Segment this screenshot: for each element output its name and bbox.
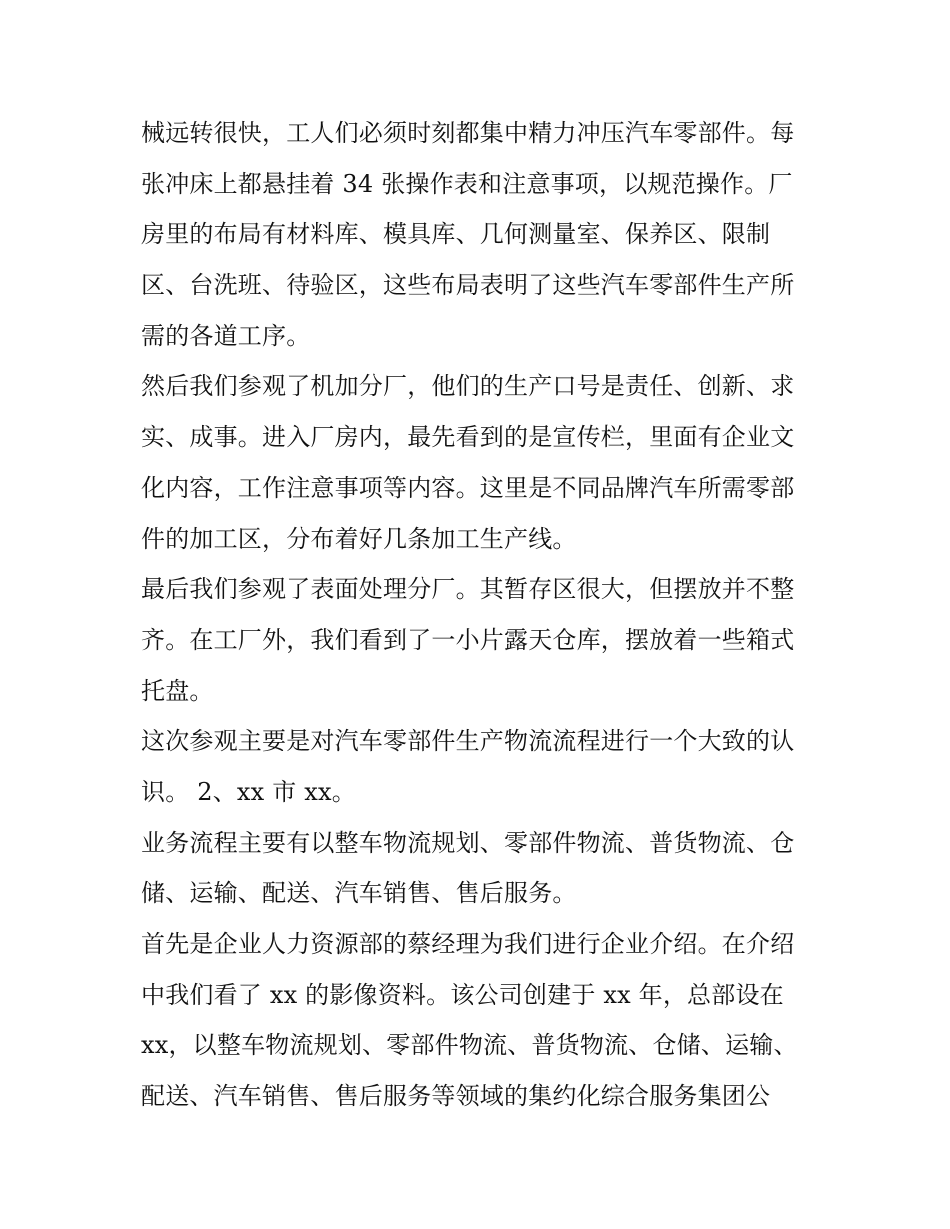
- text-line: 件的加工区，分布着好几条加工生产线。: [141, 524, 577, 553]
- text-line: 首先是企业人力资源部的蔡经理为我们进行企业介绍。在介绍: [141, 930, 795, 958]
- text-line: 实、成事。进入厂房内，最先看到的是宣传栏，里面有企业文: [141, 423, 795, 452]
- document-text-body: [141, 108, 821, 1122]
- text-line: 最后我们参观了表面处理分厂。其暂存区很大，但摆放并不整: [141, 575, 795, 604]
- text-line: 区、台洗班、待验区，这些布局表明了这些汽车零部件生产所: [141, 271, 795, 300]
- text-line: 这次参观主要是对汽车零部件生产物流流程进行一个大致的认: [141, 727, 795, 756]
- text-line: 然后我们参观了机加分厂，他们的生产口号是责任、创新、求: [141, 372, 795, 401]
- text-line: 张冲床上都悬挂着 34 张操作表和注意事项，以规范操作。厂: [141, 169, 793, 198]
- text-line: 需的各道工序。: [141, 321, 311, 350]
- text-line: 化内容，工作注意事项等内容。这里是不同品牌汽车所需零部: [141, 473, 795, 502]
- text-line: 房里的布局有材料库、模具库、几何测量室、保养区、限制: [141, 220, 771, 249]
- text-line: 齐。在工厂外，我们看到了一小片露天仓库，摆放着一些箱式: [141, 625, 795, 654]
- text-line: xx，以整车物流规划、零部件物流、普货物流、仓储、运输、: [141, 1031, 798, 1060]
- text-line: 械远转很快，工人们必须时刻都集中精力冲压汽车零部件。每: [141, 119, 795, 147]
- text-line: 识。 2、xx 市 xx。: [141, 777, 356, 806]
- text-line: 托盘。: [141, 676, 214, 705]
- text-line: 中我们看了 xx 的影像资料。该公司创建于 xx 年，总部设在: [141, 980, 784, 1009]
- text-line: 配送、汽车销售、售后服务等领域的集约化综合服务集团公: [141, 1082, 771, 1111]
- text-line: 储、运输、配送、汽车销售、售后服务。: [141, 879, 577, 908]
- text-line: 业务流程主要有以整车物流规划、零部件物流、普货物流、仓: [141, 828, 795, 857]
